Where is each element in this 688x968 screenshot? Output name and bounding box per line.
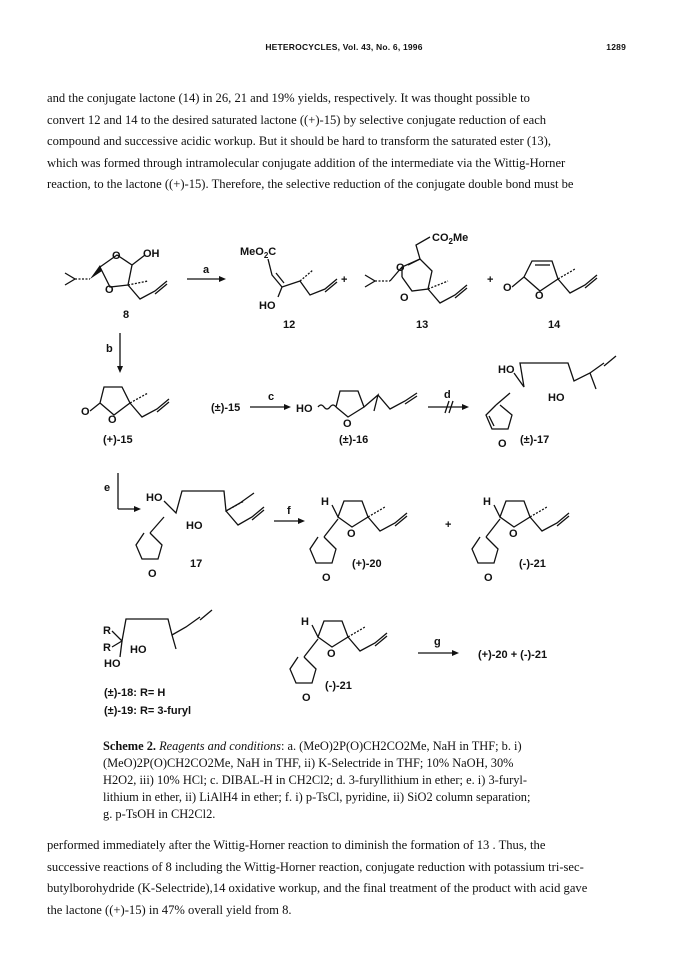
caption-line: lithium in ether, ii) LiAlH4 in ether; f. i) p-TsCl, pyridine, ii) SiO2 column separation; bbox=[103, 790, 531, 804]
atom-O: O bbox=[148, 568, 157, 580]
atom-HO: HO bbox=[186, 520, 203, 532]
atom-R: R bbox=[103, 625, 111, 637]
compound-18-19 bbox=[103, 610, 212, 717]
paragraph-top bbox=[47, 88, 632, 196]
compound-label-18: (±)-18: R= H bbox=[104, 687, 166, 699]
caption-line: H2O2, iii) 10% HCl; c. DIBAL-H in CH2Cl2; d. 3-furyllithium in ether; e. i) 3-furyl- bbox=[103, 773, 527, 787]
text-line: compound and successive acidic workup. But it should be hard to transform the saturated ester (13), bbox=[47, 134, 551, 148]
arrow-label-f: f bbox=[287, 505, 291, 517]
atom-O: O bbox=[509, 528, 518, 540]
atom-O: O bbox=[503, 282, 512, 294]
compound-label-20: (+)-20 bbox=[352, 558, 382, 570]
text-line: convert 12 and 14 to the desired saturated lactone ((+)-15) by selective conjugate reduction of each bbox=[47, 112, 547, 127]
atom-HO: HO bbox=[146, 492, 163, 504]
reaction-arrow-c bbox=[250, 391, 291, 410]
journal-citation: HETEROCYCLES, Vol. 43, No. 6, 1996 bbox=[265, 42, 423, 52]
text-line: and the conjugate lactone (14) in 26, 21 and 19% yields, respectively. It was thought possible to bbox=[47, 91, 530, 105]
atom-O: O bbox=[396, 262, 405, 274]
atom-O: O bbox=[81, 406, 90, 418]
atom-CO2Me: $CO_2Me$ bbox=[432, 232, 469, 246]
text-line: which was formed through intramolecular conjugate addition of the intermediate via the Wittig-Horner bbox=[47, 155, 566, 170]
reaction-arrow-f bbox=[274, 505, 305, 524]
arrow-label-e: e bbox=[104, 482, 111, 494]
text-line: performed immediately after the Wittig-Horner reaction to diminish the formation of 13 . Thus, the bbox=[47, 838, 546, 852]
atom-O: O bbox=[484, 572, 493, 584]
plus-sign: + bbox=[445, 519, 452, 531]
atom-HO: HO bbox=[130, 644, 147, 656]
plus-sign: + bbox=[487, 274, 494, 286]
text-line: reaction, to the lactone ((+)-15). Therefore, the selective reduction of the conjugate double bond must be bbox=[47, 177, 574, 191]
atom-HO: HO bbox=[548, 392, 565, 404]
atom-OH: OH bbox=[143, 248, 160, 260]
scheme-caption bbox=[103, 738, 583, 823]
arrow-label-b: b bbox=[106, 343, 113, 355]
compound-label-21b: (-)-21 bbox=[325, 680, 352, 692]
atom-O: O bbox=[322, 572, 331, 584]
atom-O: O bbox=[400, 292, 409, 304]
atom-HO: HO bbox=[104, 658, 121, 670]
reaction-arrow-a bbox=[187, 264, 226, 282]
compound-label-17b: 17 bbox=[190, 558, 203, 570]
arrow-label-g: g bbox=[434, 636, 441, 648]
compound-label-13: 13 bbox=[416, 319, 429, 331]
atom-O: O bbox=[302, 692, 311, 704]
compound-20 bbox=[310, 496, 407, 584]
atom-HO: HO bbox=[296, 403, 313, 415]
caption-subtitle: Reagents and conditions bbox=[159, 739, 281, 753]
text-line: butylborohydride (K-Selectride),14 oxidative workup, and the final treatment of the product with acid gave bbox=[47, 881, 588, 895]
atom-HO: HO bbox=[498, 364, 515, 376]
text-line: the lactone ((+)-15) in 47% overall yield from 8. bbox=[47, 902, 292, 917]
compound-13 bbox=[365, 232, 468, 331]
compound-label-15: (+)-15 bbox=[103, 434, 133, 446]
caption-line: (MeO)2P(O)CH2CO2Me, NaH in THF, ii) K-Selectride in THF; 10% NaOH, 30% bbox=[103, 756, 514, 770]
paragraph-bottom bbox=[47, 835, 632, 921]
reaction-arrow-d bbox=[428, 389, 469, 413]
compound-17 bbox=[486, 356, 616, 450]
compound-label-21a: (-)-21 bbox=[519, 558, 546, 570]
page-number: 1289 bbox=[606, 42, 626, 52]
atom-HO: HO bbox=[259, 300, 276, 312]
atom-O: O bbox=[327, 648, 336, 660]
caption-line-1 bbox=[103, 738, 583, 755]
caption-line: g. p-TsOH in CH2Cl2. bbox=[103, 807, 216, 821]
compound-16 bbox=[296, 391, 417, 446]
atom-O: O bbox=[112, 250, 121, 262]
compound-12 bbox=[240, 246, 337, 331]
compound-label-16: (±)-16 bbox=[339, 434, 369, 446]
atom-R: R bbox=[103, 642, 111, 654]
reaction-arrow-g bbox=[418, 636, 459, 656]
compound-label-19: (±)-19: R= 3-furyl bbox=[104, 705, 192, 717]
atom-H: H bbox=[301, 616, 309, 628]
text-line: successive reactions of 8 including the Wittig-Horner reaction, conjugate reduction with potassium tri-sec- bbox=[47, 859, 584, 874]
atom-H: H bbox=[321, 496, 329, 508]
atom-O: O bbox=[108, 414, 117, 426]
compound-21a bbox=[472, 496, 569, 584]
atom-O: O bbox=[498, 438, 507, 450]
compound-label-14: 14 bbox=[548, 319, 561, 331]
arrow-label-a: a bbox=[203, 264, 210, 276]
reactant-label: (±)-15 bbox=[211, 402, 241, 414]
compound-14 bbox=[503, 261, 597, 331]
atom-O: O bbox=[347, 528, 356, 540]
compound-8 bbox=[65, 248, 167, 321]
atom-H: H bbox=[483, 496, 491, 508]
plus-sign: + bbox=[341, 274, 348, 286]
caption-text: : a. (MeO)2P(O)CH2CO2Me, NaH in THF; b. i) bbox=[280, 739, 522, 753]
atom-O: O bbox=[535, 290, 544, 302]
compound-21b bbox=[290, 616, 387, 704]
compound-label-8: 8 bbox=[123, 309, 130, 321]
compound-15 bbox=[81, 387, 169, 446]
arrow-label-c: c bbox=[268, 391, 275, 403]
atom-MeO2C: MeO$_2$C bbox=[240, 246, 277, 260]
products-g: (+)-20 + (-)-21 bbox=[478, 649, 548, 661]
reaction-arrow-e bbox=[104, 473, 141, 512]
atom-O: O bbox=[105, 284, 114, 296]
compound-label-12: 12 bbox=[283, 319, 296, 331]
compound-17b bbox=[136, 491, 264, 580]
caption-title: Scheme 2. bbox=[103, 739, 156, 753]
compound-label-17: (±)-17 bbox=[520, 434, 550, 446]
reaction-arrow-b bbox=[106, 333, 123, 373]
arrow-label-d: d bbox=[444, 389, 451, 401]
reaction-scheme bbox=[0, 215, 688, 735]
atom-O: O bbox=[343, 418, 352, 430]
